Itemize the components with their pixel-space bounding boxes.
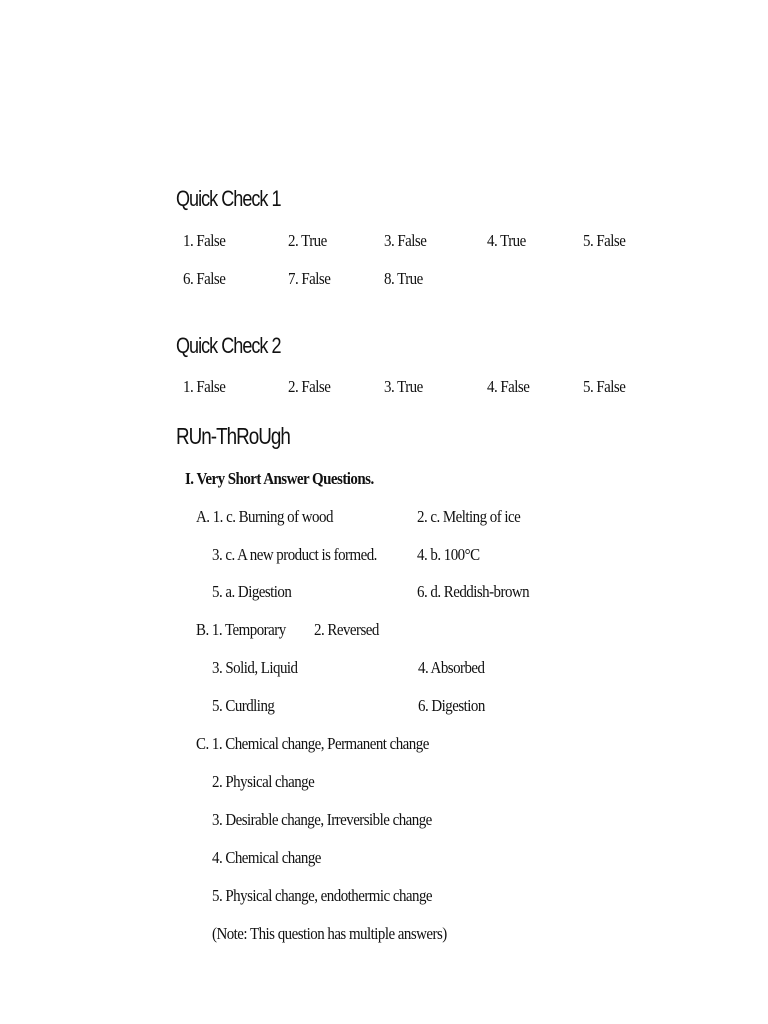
c-answer-3: 3. Desirable change, Irreversible change [212,810,432,829]
b-answer-3: 3. Solid, Liquid [212,658,298,677]
qc1-answer-3: 3. False [384,231,427,250]
a-answer-1: A. 1. c. Burning of wood [196,507,333,526]
c-answer-2: 2. Physical change [212,772,315,791]
b-answer-1: B. 1. Temporary [196,620,286,639]
a-answer-2: 2. c. Melting of ice [417,507,521,526]
b-answer-5: 5. Curdling [212,696,275,715]
qc1-answer-6: 6. False [183,269,226,288]
a-answer-3: 3. c. A new product is formed. [212,545,377,564]
qc1-answer-4: 4. True [487,231,526,250]
b-answer-6: 6. Digestion [418,696,485,715]
qc2-answer-2: 2. False [288,377,331,396]
qc1-answer-7: 7. False [288,269,331,288]
c-answer-4: 4. Chemical change [212,848,321,867]
a-answer-5: 5. a. Digestion [212,582,292,601]
qc1-answer-1: 1. False [183,231,226,250]
quick-check-2-title: Quick Check 2 [176,333,281,358]
b-answer-4: 4. Absorbed [418,658,485,677]
c-note: (Note: This question has multiple answers) [212,924,447,943]
qc1-answer-2: 2. True [288,231,327,250]
qc1-answer-5: 5. False [583,231,626,250]
qc2-answer-3: 3. True [384,377,423,396]
c-answer-5: 5. Physical change, endothermic change [212,886,433,905]
b-answer-2: 2. Reversed [314,620,379,639]
section-i-heading: I. Very Short Answer Questions. [185,469,374,488]
qc2-answer-1: 1. False [183,377,226,396]
a-answer-6: 6. d. Reddish-brown [417,582,530,601]
qc2-answer-5: 5. False [583,377,626,396]
c-answer-1: C. 1. Chemical change, Permanent change [196,734,429,753]
runthrough-title: RUn-ThRoUgh [176,423,290,449]
qc2-answer-4: 4. False [487,377,530,396]
qc1-answer-8: 8. True [384,269,423,288]
a-answer-4: 4. b. 100°C [417,545,480,564]
quick-check-1-title: Quick Check 1 [176,186,281,211]
